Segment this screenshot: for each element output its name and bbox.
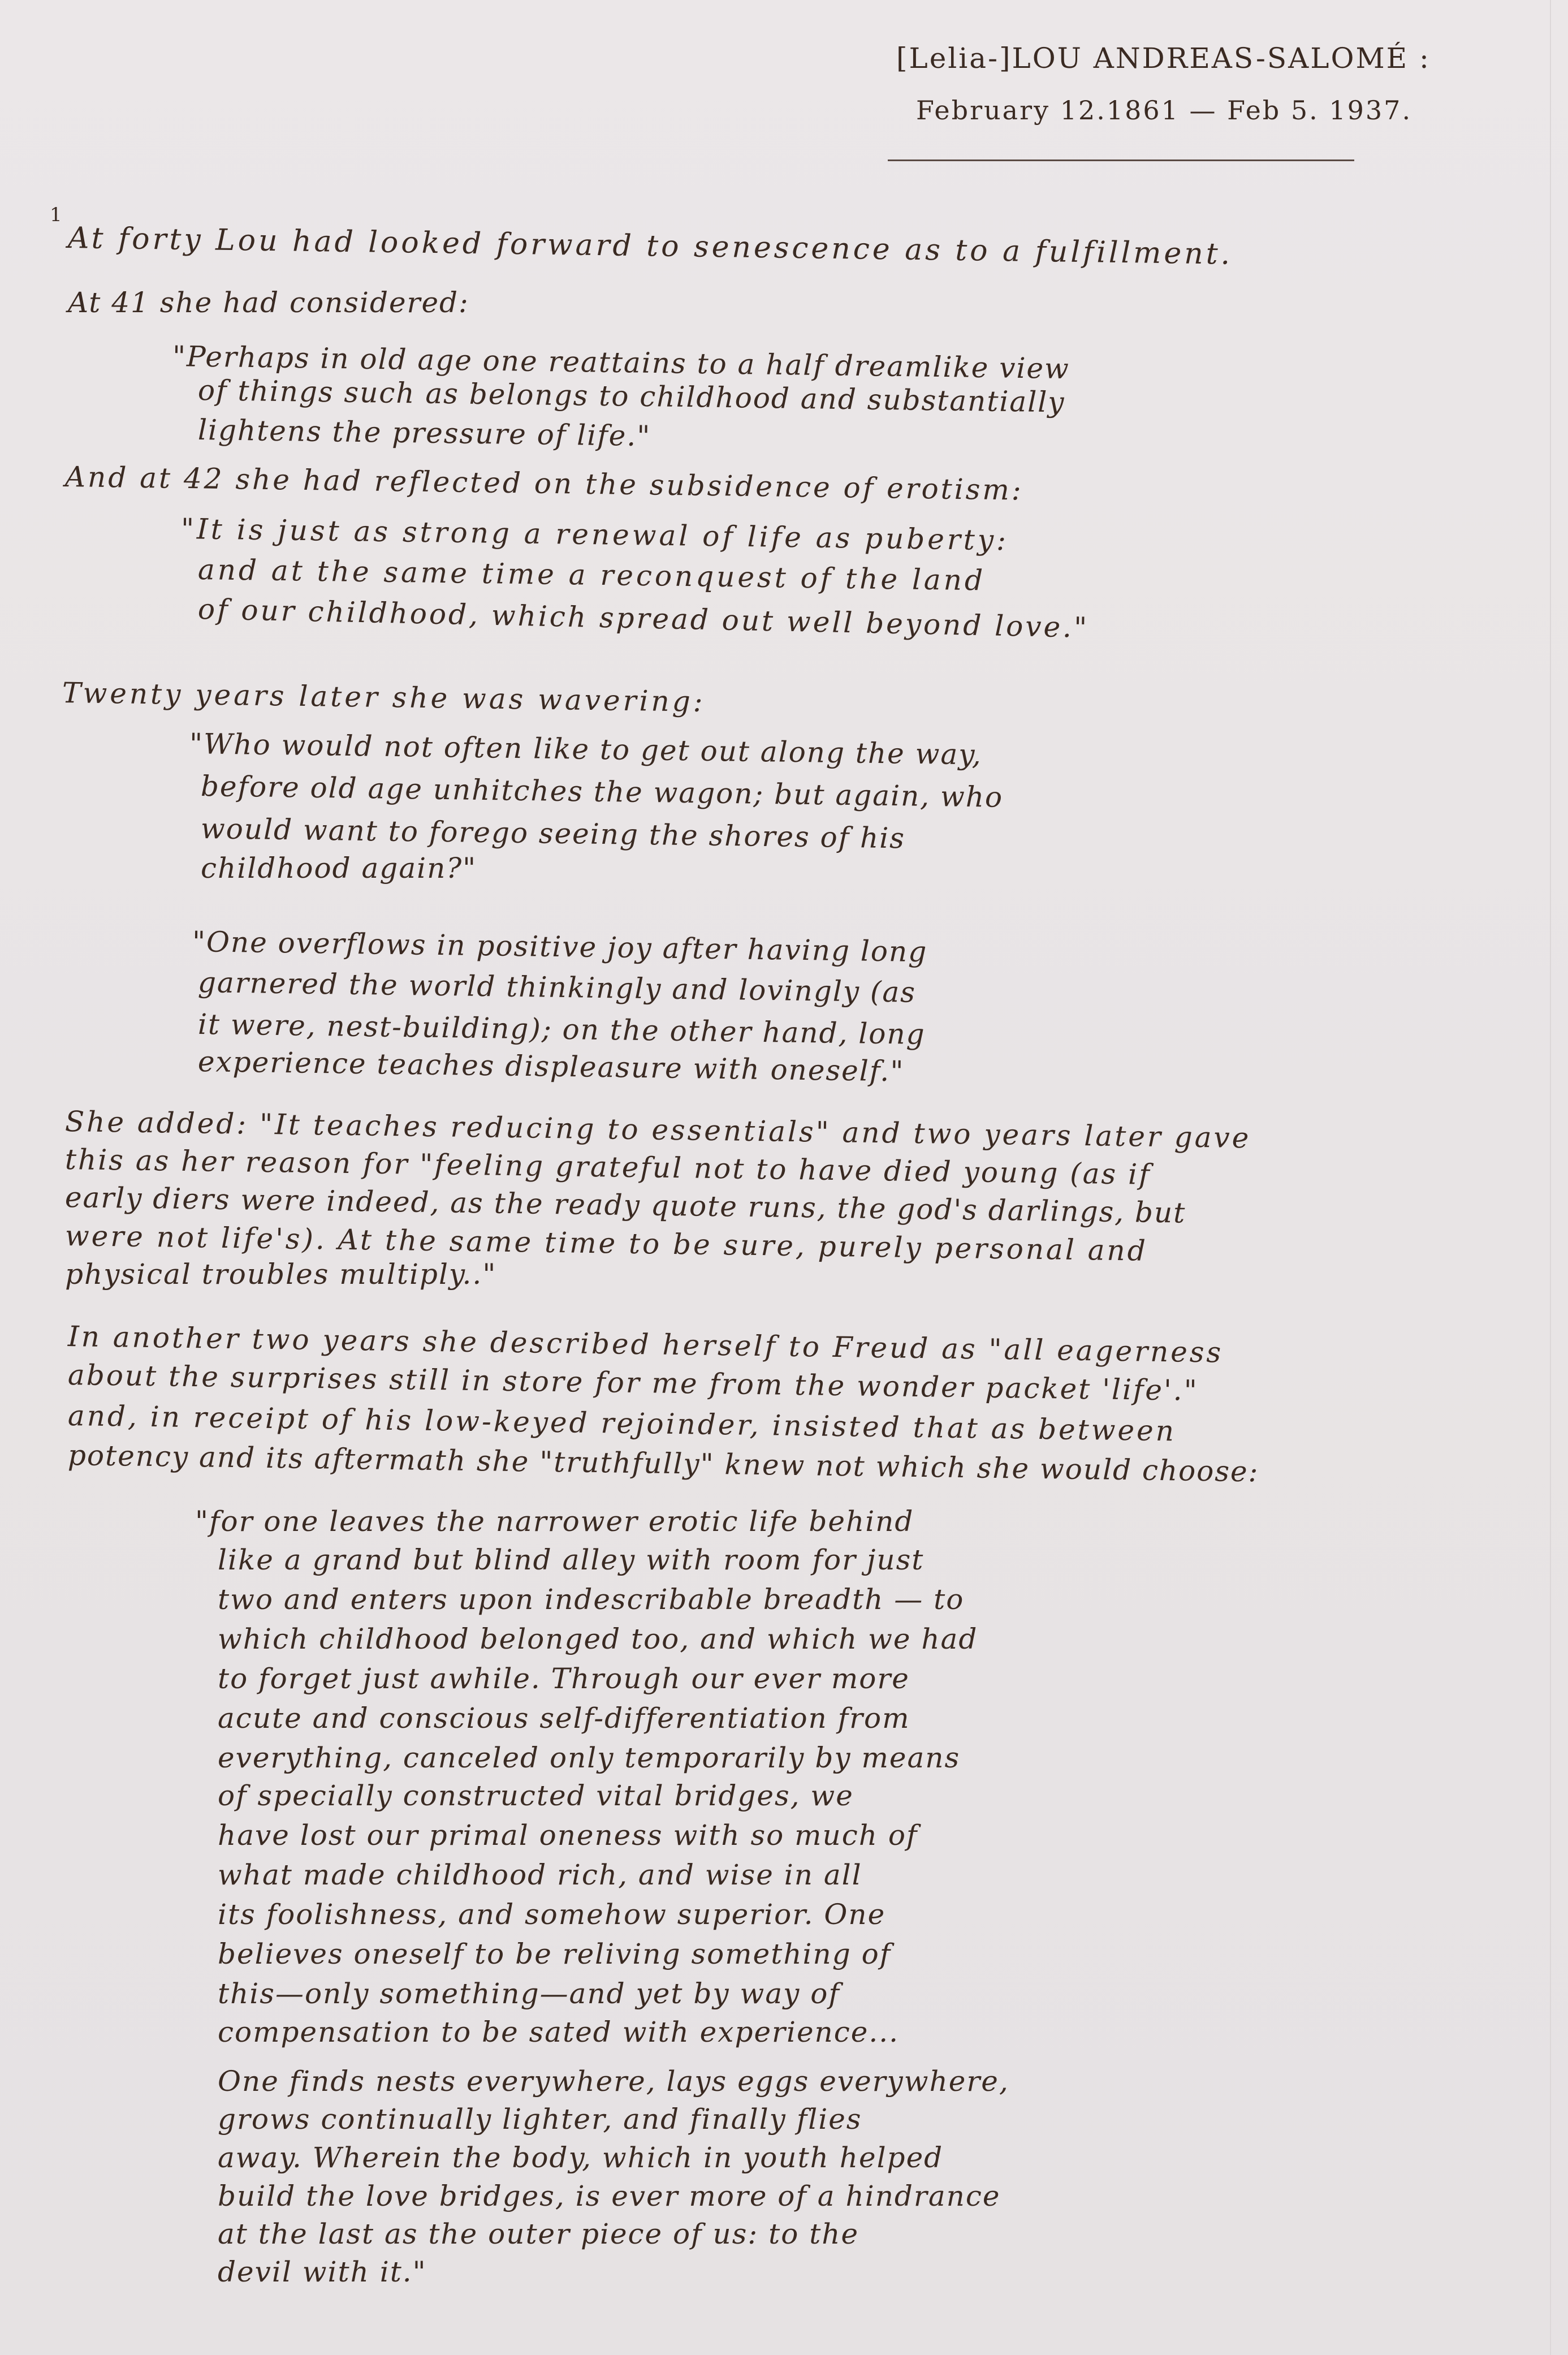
para4-line-3: early diers were indeed, as the ready quote runs, the god's darlings, but bbox=[64, 1181, 1186, 1230]
quote2-line-3: of our childhood, which spread out well beyond love." bbox=[197, 593, 1090, 645]
quote1-line-2: of things such as belongs to childhood and substantially bbox=[197, 374, 1065, 419]
para2-line: And at 42 she had reflected on the subsidence of erotism: bbox=[64, 460, 1024, 507]
header-rule bbox=[888, 159, 1354, 161]
quote1-line-3: lightens the pressure of life." bbox=[197, 413, 651, 453]
quote5-line-10: what made childhood rich, and wise in all bbox=[218, 1858, 862, 1891]
quote5-line-11: its foolishness, and somehow superior. One bbox=[218, 1898, 886, 1931]
header-title: [Lelia-]LOU ANDREAS-SALOMÉ : bbox=[896, 42, 1431, 75]
quote6-line-3: away. Wherein the body, which in youth helped bbox=[218, 2141, 944, 2174]
quote5-line-2: like a grand but blind alley with room for just bbox=[218, 1543, 925, 1576]
para4-line-5: physical troubles multiply.." bbox=[65, 1258, 497, 1291]
quote1-line-1: "Perhaps in old age one reattains to a half dreamlike view bbox=[172, 340, 1070, 386]
quote2-line-1: "It is just as strong a renewal of life as puberty: bbox=[180, 512, 1009, 557]
quote5-line-13: this—only something—and yet by way of bbox=[218, 1977, 840, 2010]
quote6-line-5: at the last as the outer piece of us: to the bbox=[218, 2218, 859, 2250]
quote5-line-12: believes oneself to be reliving something of bbox=[218, 1938, 892, 1970]
para5-line-3: and, in receipt of his low-keyed rejoinder, insisted that as between bbox=[67, 1399, 1177, 1448]
quote3-line-4: childhood again?" bbox=[201, 852, 477, 885]
quote5-line-3: two and enters upon indescribable breadth — to bbox=[218, 1583, 965, 1616]
quote5-line-6: acute and conscious self-differentiation from bbox=[218, 1702, 910, 1735]
quote2-line-2: and at the same time a reconquest of the land bbox=[197, 553, 986, 597]
para4-line-1: She added: "It teaches reducing to essentials" and two years later gave bbox=[64, 1105, 1251, 1155]
intro-line-1: At forty Lou had looked forward to senescence as to a fulfillment. bbox=[67, 221, 1233, 271]
para5-line-2: about the surprises still in store for me from the wonder packet 'life'." bbox=[67, 1358, 1199, 1407]
quote5-line-5: to forget just awhile. Through our ever more bbox=[218, 1662, 910, 1695]
page-edge bbox=[1550, 0, 1551, 2355]
header-dates: February 12.1861 — Feb 5. 1937. bbox=[916, 95, 1413, 126]
quote5-line-8: of specially constructed vital bridges, we bbox=[218, 1779, 854, 1812]
quote4-line-4: experience teaches displeasure with oneself." bbox=[197, 1045, 905, 1088]
quote5-line-14: compensation to be sated with experience... bbox=[218, 2016, 900, 2048]
quote5-line-4: which childhood belonged too, and which we had bbox=[218, 1623, 978, 1655]
quote5-line-1: "for one leaves the narrower erotic life behind bbox=[195, 1505, 914, 1538]
quote6-line-6: devil with it." bbox=[218, 2255, 427, 2288]
quote3-line-3: would want to forego seeing the shores of his bbox=[200, 812, 906, 855]
para5-line-4: potency and its aftermath she "truthfully" knew not which she would choose: bbox=[67, 1439, 1259, 1489]
quote6-line-1: One finds nests everywhere, lays eggs everywhere, bbox=[218, 2065, 1009, 2098]
para3-line: Twenty years later she was wavering: bbox=[62, 676, 706, 718]
para4-line-2: this as her reason for "feeling grateful not to have died young (as if bbox=[64, 1143, 1151, 1191]
quote5-line-7: everything, canceled only temporarily by means bbox=[218, 1741, 961, 1774]
quote3-line-2: before old age unhitches the wagon; but again, who bbox=[200, 770, 1004, 814]
margin-mark: 1 bbox=[50, 204, 62, 226]
quote4-line-3: it were, nest-building); on the other hand, long bbox=[197, 1008, 926, 1051]
para4-line-4: were not life's). At the same time to be sure, purely personal and bbox=[64, 1219, 1148, 1267]
quote4-line-2: garnered the world thinkingly and lovingly (as bbox=[197, 966, 917, 1009]
intro-line-2: At 41 she had considered: bbox=[68, 286, 469, 319]
quote6-line-2: grows continually lighter, and finally flies bbox=[218, 2103, 862, 2136]
para5-line-1: In another two years she described herself to Freud as "all eagerness bbox=[67, 1320, 1224, 1369]
quote6-line-4: build the love bridges, is ever more of a hindrance bbox=[218, 2180, 1001, 2212]
quote5-line-9: have lost our primal oneness with so much of bbox=[218, 1819, 918, 1852]
quote3-line-1: "Who would not often like to get out along the way, bbox=[189, 727, 983, 771]
quote4-line-1: "One overflows in positive joy after having long bbox=[192, 925, 928, 969]
